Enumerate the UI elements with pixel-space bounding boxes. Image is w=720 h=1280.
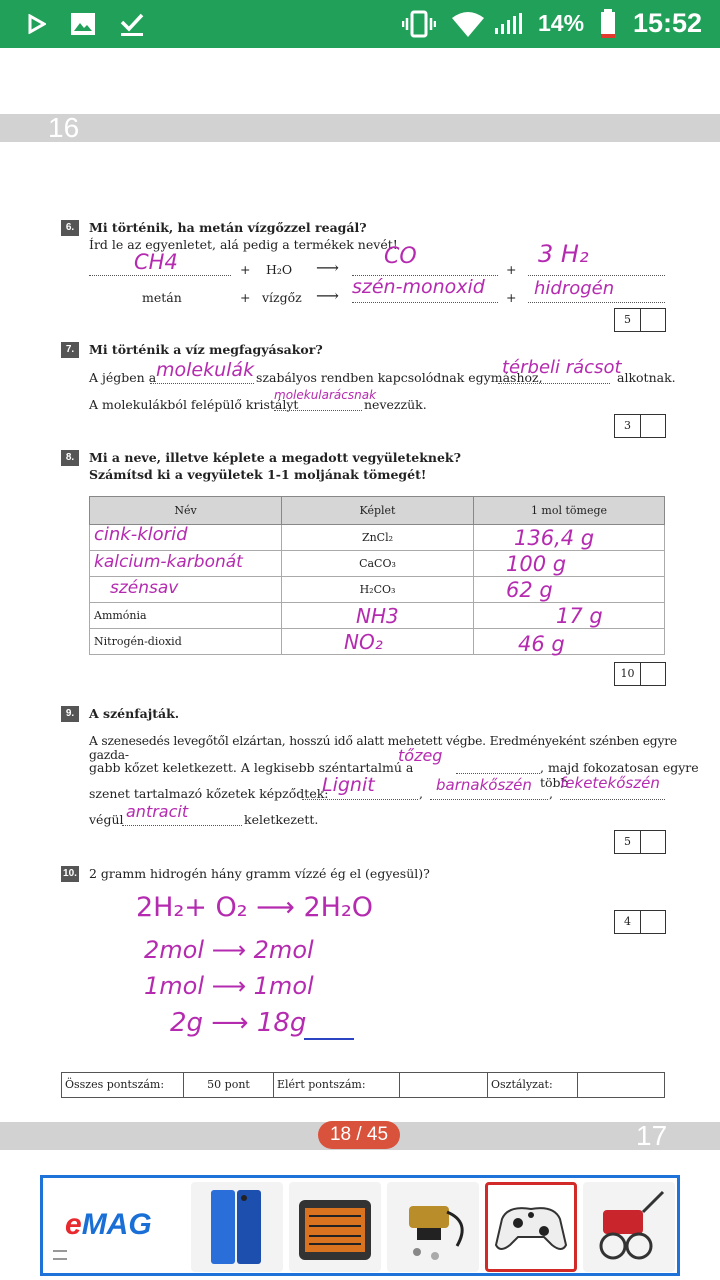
table-cell <box>474 577 665 603</box>
battery-percent: 14% <box>538 10 585 36</box>
underline-mark <box>304 1038 354 1040</box>
page-number-left: 16 <box>48 112 80 143</box>
question-title: Számítsd ki a vegyületek 1-1 moljának tömegét! <box>89 467 427 482</box>
plus-sign: + <box>240 290 251 305</box>
text: A szenesedés levegőtől elzártan, hosszú idő alatt mehetett végbe. Eredményeként szénben egyre gazda- <box>89 734 677 762</box>
handwritten-answer: antracit <box>126 802 189 821</box>
reaction-arrow: ⟶ <box>316 258 339 277</box>
question-instruction: Írd le az egyenletet, alá pedig a termékek nevét! <box>89 237 398 252</box>
question-number: 9. <box>61 706 79 722</box>
handwritten-answer: CH4 <box>134 250 178 274</box>
text: szabályos rendben kapcsolódnak egymáshoz, <box>256 370 543 385</box>
answer-line <box>498 383 610 384</box>
question-number: 10. <box>61 866 79 882</box>
clock: 15:52 <box>632 8 702 38</box>
text: , <box>549 786 553 801</box>
menu-icon[interactable] <box>53 1250 67 1260</box>
answer-line <box>89 275 231 276</box>
handwritten-answer: feketekőszén <box>560 774 660 792</box>
handwritten-answer: cink-klorid <box>94 524 188 545</box>
text: végül <box>89 812 124 827</box>
handwritten-answer: hidrogén <box>534 278 615 299</box>
score-max: 4 <box>615 911 641 933</box>
handwritten-answer: térbeli rácsot <box>502 357 622 378</box>
download-done-icon <box>118 10 146 38</box>
text: alkotnak. <box>617 370 676 385</box>
table-cell: ZnCl₂ <box>282 525 474 551</box>
question-number: 8. <box>61 450 79 466</box>
score-box <box>614 662 666 686</box>
summary-earned-value <box>400 1073 488 1097</box>
score-max: 5 <box>615 309 641 331</box>
table-header: Képlet <box>282 497 474 525</box>
answer-line <box>302 799 418 800</box>
handwritten-answer: molekulák <box>156 359 255 381</box>
answer-line <box>456 773 540 774</box>
handwritten-answer: 3 H₂ <box>538 240 589 268</box>
battery-icon <box>600 9 616 39</box>
ad-banner[interactable] <box>40 1175 680 1276</box>
handwritten-answer: 136,4 g <box>514 526 595 550</box>
emag-logo[interactable] <box>65 1208 152 1242</box>
document-page <box>0 140 720 1120</box>
logo-rest: MAG <box>81 1208 152 1241</box>
text: , <box>419 786 423 801</box>
page-separator-top <box>0 114 720 142</box>
status-bar <box>0 0 720 48</box>
answer-line <box>528 302 665 303</box>
handwritten-answer: NH3 <box>356 604 399 628</box>
signal-icon <box>494 12 522 36</box>
page-indicator[interactable]: 18 / 45 <box>318 1121 400 1149</box>
label-vapor: vízgőz <box>262 290 302 305</box>
question-number: 7. <box>61 342 79 358</box>
handwritten-answer: 2g ⟶ 18g <box>170 1008 307 1038</box>
question-number: 6. <box>61 220 79 236</box>
handwritten-answer: 62 g <box>506 578 553 602</box>
formula-water: H₂O <box>266 262 293 277</box>
summary-row <box>61 1072 665 1098</box>
handwritten-answer: 2H₂+ O₂ ⟶ 2H₂O <box>136 892 374 923</box>
plus-sign: + <box>240 262 251 277</box>
summary-total-label: Összes pontszám: <box>62 1073 184 1097</box>
summary-earned-label: Elért pontszám: <box>274 1073 400 1097</box>
handwritten-answer: szén-monoxid <box>352 276 485 298</box>
plus-sign: + <box>506 262 517 277</box>
handwritten-answer: barnakőszén <box>436 776 532 794</box>
score-box <box>614 308 666 332</box>
answer-line <box>352 302 498 303</box>
play-store-icon <box>28 14 46 34</box>
table-cell <box>474 629 665 655</box>
logo-e: e <box>65 1208 82 1241</box>
summary-grade-label: Osztályzat: <box>488 1073 578 1097</box>
product-controller[interactable] <box>485 1182 577 1272</box>
handwritten-answer: 46 g <box>518 632 565 656</box>
text: A jégben a <box>89 370 157 385</box>
answer-line <box>430 799 548 800</box>
handwritten-answer: tőzeg <box>398 746 443 765</box>
handwritten-answer: kalcium-karbonát <box>94 552 243 572</box>
table-header: 1 mol tömege <box>474 497 665 525</box>
gallery-icon <box>70 12 96 36</box>
product-phone[interactable] <box>191 1182 283 1272</box>
table-cell: Ammónia <box>90 603 282 629</box>
product-tiller[interactable] <box>583 1182 675 1272</box>
reaction-arrow: ⟶ <box>316 286 339 305</box>
label-methane: metán <box>142 290 182 305</box>
handwritten-answer: Lignit <box>322 774 375 796</box>
handwritten-answer: 100 g <box>506 552 567 576</box>
wifi-icon <box>450 10 486 38</box>
text: gabb kőzet keletkezett. A legkisebb széntartalmú a <box>89 760 414 775</box>
text: szenet tartalmazó kőzetek képződtek: <box>89 786 329 801</box>
product-grinder[interactable] <box>387 1182 479 1272</box>
answer-line <box>560 799 665 800</box>
handwritten-answer: szénsav <box>110 578 179 598</box>
question-title: Mi történik a víz megfagyásakor? <box>89 342 323 357</box>
plus-sign: + <box>506 290 517 305</box>
text: , majd fokozatosan egyre több <box>540 760 699 790</box>
score-max: 3 <box>615 415 641 437</box>
question-title: 2 gramm hidrogén hány gramm vízzé ég el (egyesül)? <box>89 866 430 881</box>
question-title: Mi történik, ha metán vízgőzzel reagál? <box>89 220 367 235</box>
question-title: Mi a neve, illetve képlete a megadott vegyületeknek? <box>89 450 461 465</box>
answer-line <box>528 275 665 276</box>
text: keletkezett. <box>244 812 319 827</box>
answer-line <box>274 410 362 411</box>
table-cell: H₂CO₃ <box>282 577 474 603</box>
table-cell: CaCO₃ <box>282 551 474 577</box>
handwritten-answer: 1mol ⟶ 1mol <box>144 972 314 1000</box>
score-box <box>614 830 666 854</box>
question-title: A szénfajták. <box>89 706 180 721</box>
handwritten-answer: NO₂ <box>344 630 383 654</box>
table-cell <box>474 551 665 577</box>
score-max: 5 <box>615 831 641 853</box>
handwritten-answer: molekularácsnak <box>274 388 377 402</box>
product-tool-case[interactable] <box>289 1182 381 1272</box>
answer-line <box>150 383 254 384</box>
table-header: Név <box>90 497 282 525</box>
vibrate-icon <box>402 10 436 38</box>
summary-total-value: 50 pont <box>184 1073 274 1097</box>
text: A molekulákból felépülő kristályt <box>89 397 299 412</box>
text: nevezzük. <box>364 397 427 412</box>
handwritten-answer: CO <box>384 244 417 269</box>
answer-line <box>122 825 242 826</box>
handwritten-answer: 17 g <box>556 604 603 628</box>
score-box <box>614 910 666 934</box>
score-box <box>614 414 666 438</box>
handwritten-answer: 2mol ⟶ 2mol <box>144 936 314 964</box>
table-cell: Nitrogén-dioxid <box>90 629 282 655</box>
page-number-right: 17 <box>636 1120 668 1151</box>
score-max: 10 <box>615 663 641 685</box>
